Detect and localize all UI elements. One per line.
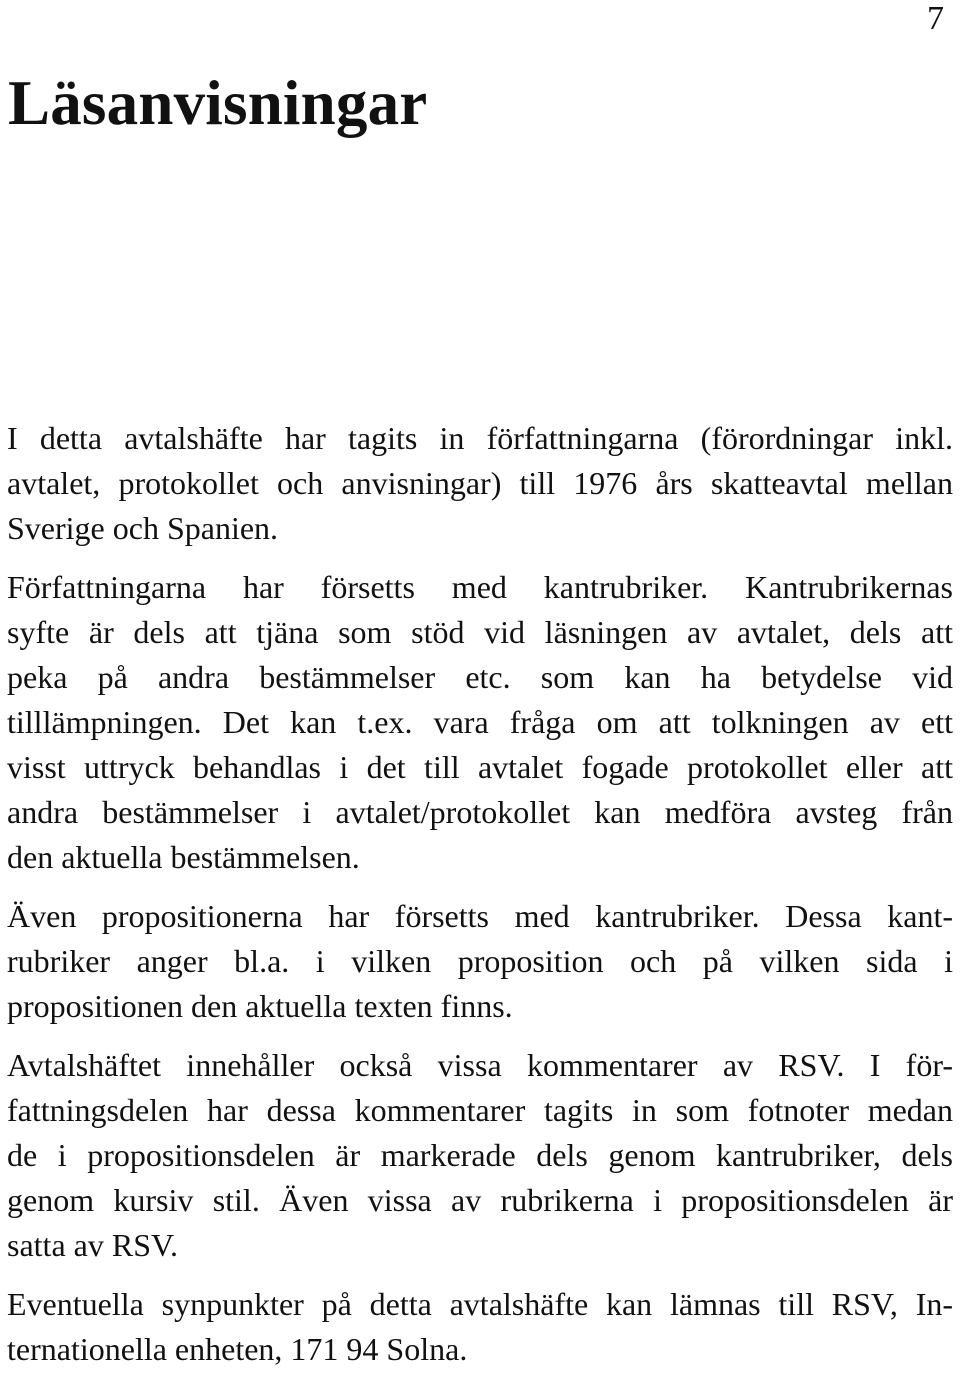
text-line: Avtalshäftet innehåller också vissa kommentarer av RSV. I för-	[7, 1047, 953, 1083]
text-line: andra bestämmelser i avtalet/protokollet kan medföra avsteg från	[7, 794, 953, 830]
text-line: I detta avtalshäfte har tagits in författningarna (förordningar inkl.	[7, 420, 953, 456]
text-line: rubriker anger bl.a. i vilken proposition och på vilken sida i	[7, 943, 953, 979]
text-line: den aktuella bestämmelsen.	[7, 839, 360, 875]
text-line: avtalet, protokollet och anvisningar) till 1976 års skatteavtal mellan	[7, 465, 953, 501]
text-line: de i propositionsdelen är markerade dels genom kantrubriker, dels	[7, 1137, 953, 1173]
text-line: Även propositionerna har försetts med kantrubriker. Dessa kant-	[7, 898, 953, 934]
text-line: Författningarna har försetts med kantrubriker. Kantrubrikernas	[7, 569, 953, 605]
paragraph-kantrubriker	[7, 565, 953, 880]
text-line: Sverige och Spanien.	[7, 510, 279, 546]
text-line: Eventuella synpunkter på detta avtalshäfte kan lämnas till RSV, In-	[7, 1286, 953, 1322]
page-number: 7	[927, 0, 944, 37]
text-line: tilllämpningen. Det kan t.ex. vara fråga om att tolkningen av ett	[7, 704, 953, 740]
text-line: peka på andra bestämmelser etc. som kan ha betydelse vid	[7, 659, 953, 695]
paragraph-synpunkter	[7, 1282, 953, 1372]
text-line: syfte är dels att tjäna som stöd vid läsningen av avtalet, dels att	[7, 614, 953, 650]
body-text	[7, 416, 953, 1386]
text-line: fattningsdelen har dessa kommentarer tagits in som fotnoter medan	[7, 1092, 953, 1128]
paragraph-propositioner	[7, 894, 953, 1029]
text-line: ternationella enheten, 171 94 Solna.	[7, 1331, 468, 1367]
text-line: satta av RSV.	[7, 1227, 178, 1263]
text-line: genom kursiv stil. Även vissa av rubrikerna i propositionsdelen är	[7, 1182, 953, 1218]
paragraph-intro	[7, 416, 953, 551]
text-line: propositionen den aktuella texten finns.	[7, 988, 513, 1024]
page-title: Läsanvisningar	[8, 68, 428, 138]
text-line: visst uttryck behandlas i det till avtalet fogade protokollet eller att	[7, 749, 953, 785]
paragraph-kommentarer	[7, 1043, 953, 1268]
